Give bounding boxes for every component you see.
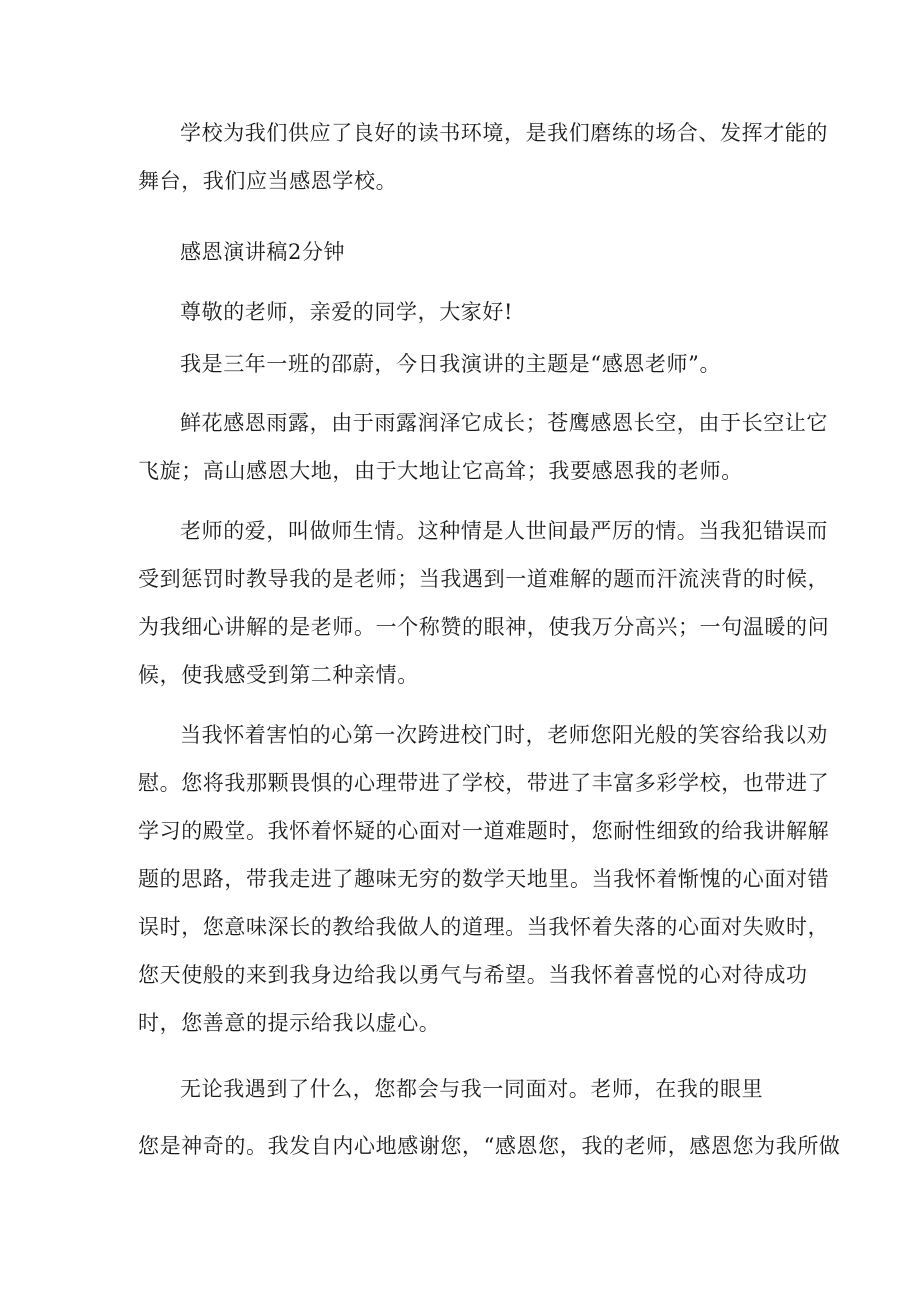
text-line: 慰。您将我那颗畏惧的心理带进了学校，带进了丰富多彩学校，也带进了 [138, 771, 830, 795]
text-line: 您天使般的来到我身边给我以勇气与希望。当我怀着喜悦的心对待成功 [138, 963, 808, 987]
text-line: 候，使我感受到第二种亲情。 [138, 663, 419, 687]
text-line: 鲜花感恩雨露，由于雨露润泽它成长；苍鹰感恩长空，由于长空让它 [180, 411, 828, 435]
text-line: 当我怀着害怕的心第一次跨进校门时，老师您阳光般的笑容给我以劝 [180, 723, 828, 747]
text-line: 题的思路，带我走进了趣味无穷的数学天地里。当我怀着惭愧的心面对错 [138, 867, 830, 891]
text-line: 时，您善意的提示给我以虚心。 [138, 1011, 441, 1035]
text-line: 舞台，我们应当感恩学校。 [138, 169, 398, 193]
section-heading: 感恩演讲稿2分钟 [180, 240, 346, 264]
text-line: 飞旋；高山感恩大地，由于大地让它高耸；我要感恩我的老师。 [138, 459, 743, 483]
text-line: 学习的殿堂。我怀着怀疑的心面对一道难题时，您耐性细致的给我讲解解 [138, 819, 830, 843]
text-line: 我是三年一班的邵蔚，今日我演讲的主题是“感恩老师”。 [180, 352, 722, 376]
text-line: 受到惩罚时教导我的是老师；当我遇到一道难解的题而汗流浃背的时候， [138, 567, 830, 591]
greeting-line: 尊敬的老师，亲爱的同学，大家好! [180, 300, 514, 324]
text-line: 老师的爱，叫做师生情。这种情是人世间最严厉的情。当我犯错误而 [180, 519, 828, 543]
text-line: 无论我遇到了什么，您都会与我一同面对。老师，在我的眼里 [180, 1077, 764, 1101]
text-line: 您是神奇的。我发自内心地感谢您，“感恩您，我的老师，感恩您为我所做 [138, 1134, 841, 1158]
text-line: 误时，您意味深长的教给我做人的道理。当我怀着失落的心面对失败时， [138, 915, 830, 939]
text-line: 为我细心讲解的是老师。一个称赞的眼神，使我万分高兴；一句温暖的问 [138, 615, 830, 639]
text-line: 学校为我们供应了良好的读书环境，是我们磨练的场合、发挥才能的 [180, 121, 828, 145]
